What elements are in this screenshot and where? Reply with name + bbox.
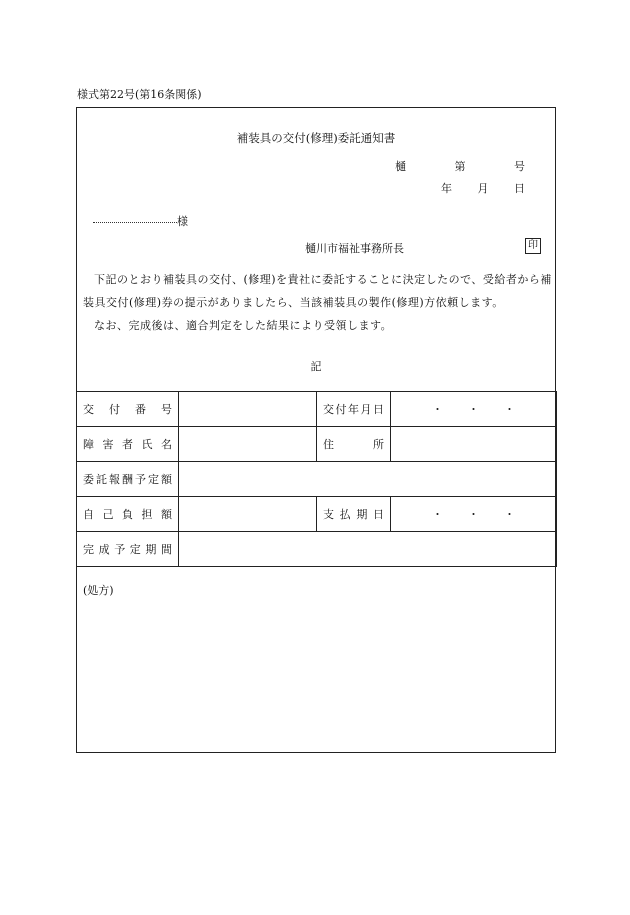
person-name-field[interactable] [179, 427, 317, 462]
date-dot: ・ [432, 508, 443, 521]
day-label: 日 [514, 182, 525, 195]
address-label: 住所 [317, 427, 391, 462]
addressee [93, 213, 188, 229]
ki-heading: 記 [310, 360, 322, 373]
table-row [77, 497, 557, 532]
person-name-label: 障害者氏名 [77, 427, 179, 462]
fee-field[interactable] [179, 462, 557, 497]
notice-form [76, 107, 556, 753]
form-number: 様式第22号(第16条関係) [77, 88, 202, 101]
table-row [77, 462, 557, 497]
month-label: 月 [477, 182, 489, 195]
document-title: 補装具の交付(修理)委託通知書 [236, 131, 396, 145]
issue-number-label: 交付番号 [77, 392, 179, 427]
date-dot: ・ [504, 508, 515, 521]
table-row [77, 427, 557, 462]
date-dot: ・ [468, 403, 479, 416]
body-paragraph: 下記のとおり補装具の交付、(修理)を貴社に委託することに決定したので、受給者から補装具交付(修理)券の提示がありましたら、当該補装具の製作(修理)方依頼します。 [83, 273, 552, 309]
issue-date-label: 交付年月日 [317, 392, 391, 427]
table-row [77, 532, 557, 567]
fee-label: 委託報酬予定額 [77, 462, 179, 497]
date-dot: ・ [432, 403, 443, 416]
date-dot: ・ [468, 508, 479, 521]
seal-mark: 印 [525, 238, 541, 254]
address-field[interactable] [391, 427, 557, 462]
date-dot: ・ [504, 403, 515, 416]
issuer-name: 樋川市福祉事務所長 [305, 242, 404, 255]
payment-date-label: 支払期日 [317, 497, 391, 532]
self-pay-field[interactable] [179, 497, 317, 532]
issue-date-field[interactable] [391, 392, 557, 427]
reference-number [395, 158, 525, 174]
issue-number-field[interactable] [179, 392, 317, 427]
self-pay-label: 自己負担額 [77, 497, 179, 532]
table-row [77, 392, 557, 427]
year-label: 年 [441, 182, 452, 195]
addressee-suffix: 様 [177, 215, 188, 228]
reference-go: 号 [514, 160, 525, 173]
payment-date-field[interactable] [391, 497, 557, 532]
issue-date [441, 180, 525, 196]
addressee-blank[interactable] [93, 222, 177, 223]
reference-prefix: 樋 [395, 160, 406, 173]
body-paragraph: なお、完成後は、適合判定をした結果により受領します。 [94, 319, 393, 332]
body-text [83, 268, 553, 337]
completion-field[interactable] [179, 532, 557, 567]
details-table [76, 391, 557, 567]
reference-dai: 第 [454, 160, 466, 173]
completion-label: 完成予定期間 [77, 532, 179, 567]
prescription-label: (処方) [83, 584, 114, 597]
